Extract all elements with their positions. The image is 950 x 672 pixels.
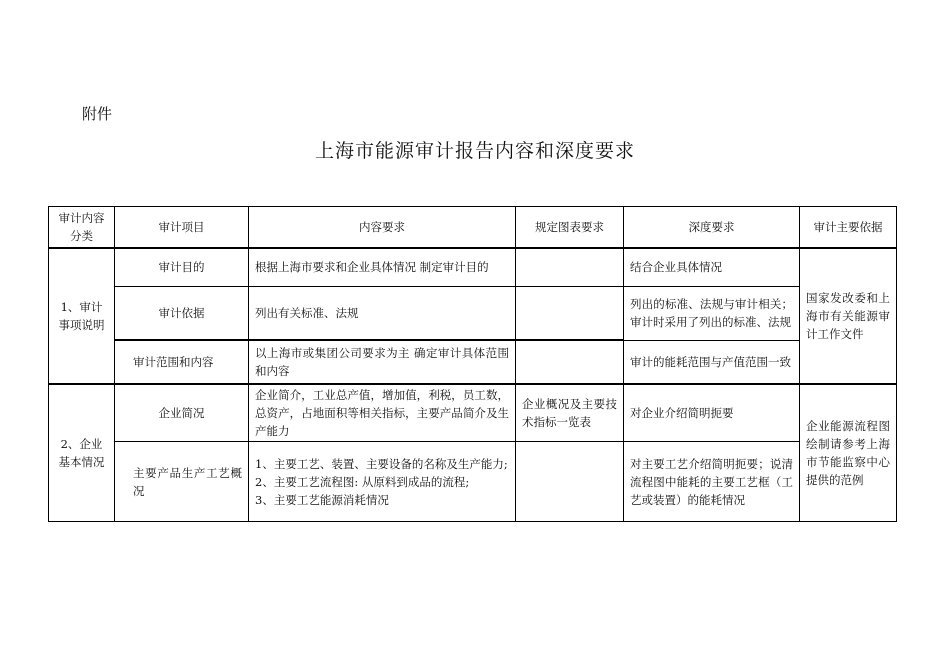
header-depth: 深度要求: [624, 207, 800, 249]
requirements-table: [48, 206, 897, 522]
content-cell: 以上海市或集团公司要求为主 确定审计具体范围和内容: [249, 340, 516, 384]
content-cell: 企业简介，工业总产值，增加值，利税，员工数，总资产，占地面积等相关指标，主要产品简介及生产能力: [249, 384, 516, 442]
attachment-label: 附件: [82, 105, 113, 123]
table-row: [49, 286, 897, 340]
content-line: 2、主要工艺流程图: 从原料到成品的流程;: [255, 474, 470, 489]
category-cell: 1、审计事项说明: [49, 248, 115, 384]
item-cell: 审计范围和内容: [115, 340, 249, 384]
basis-cell: 国家发改委和上海市有关能源审计工作文件: [800, 248, 897, 384]
content-line: 3、主要工艺能源消耗情况: [255, 492, 389, 507]
item-cell: 审计依据: [115, 286, 249, 340]
header-chart: 规定图表要求: [516, 207, 624, 249]
item-cell: 审计目的: [115, 248, 249, 286]
depth-cell: 对主要工艺介绍简明扼要；说清流程图中能耗的主要工艺框（工艺或装置）的能耗情况: [624, 442, 800, 522]
content-line: 1、主要工艺、装置、主要设备的名称及生产能力;: [255, 456, 508, 471]
header-item: 审计项目: [115, 207, 249, 249]
basis-cell: 企业能源流程图绘制请参考上海市节能监察中心提供的范例: [800, 384, 897, 522]
category-cell: 2、企业基本情况: [49, 384, 115, 522]
chart-cell: [516, 442, 624, 522]
header-content: 内容要求: [249, 207, 516, 249]
table-row: [49, 248, 897, 286]
table-row: [49, 442, 897, 522]
item-cell: 企业简况: [115, 384, 249, 442]
content-cell: [249, 442, 516, 522]
depth-cell: 审计的能耗范围与产值范围一致: [624, 340, 800, 384]
depth-cell: 对企业介绍简明扼要: [624, 384, 800, 442]
header-basis: 审计主要依据: [800, 207, 897, 249]
table-row: [49, 384, 897, 442]
chart-cell: [516, 340, 624, 384]
chart-cell: [516, 286, 624, 340]
table-row: [49, 340, 897, 384]
chart-cell: [516, 248, 624, 286]
table-header-row: [49, 207, 897, 249]
document-title: 上海市能源审计报告内容和深度要求: [314, 140, 635, 162]
chart-cell: 企业概况及主要技术指标一览表: [516, 384, 624, 442]
header-category: 审计内容分类: [49, 207, 115, 249]
item-cell: 主要产品生产工艺概况: [115, 442, 249, 522]
content-cell: 根据上海市要求和企业具体情况 制定审计目的: [249, 248, 516, 286]
depth-cell: 列出的标准、法规与审计相关；审计时采用了列出的标准、法规: [624, 286, 800, 340]
depth-cell: 结合企业具体情况: [624, 248, 800, 286]
content-cell: 列出有关标准、法规: [249, 286, 516, 340]
